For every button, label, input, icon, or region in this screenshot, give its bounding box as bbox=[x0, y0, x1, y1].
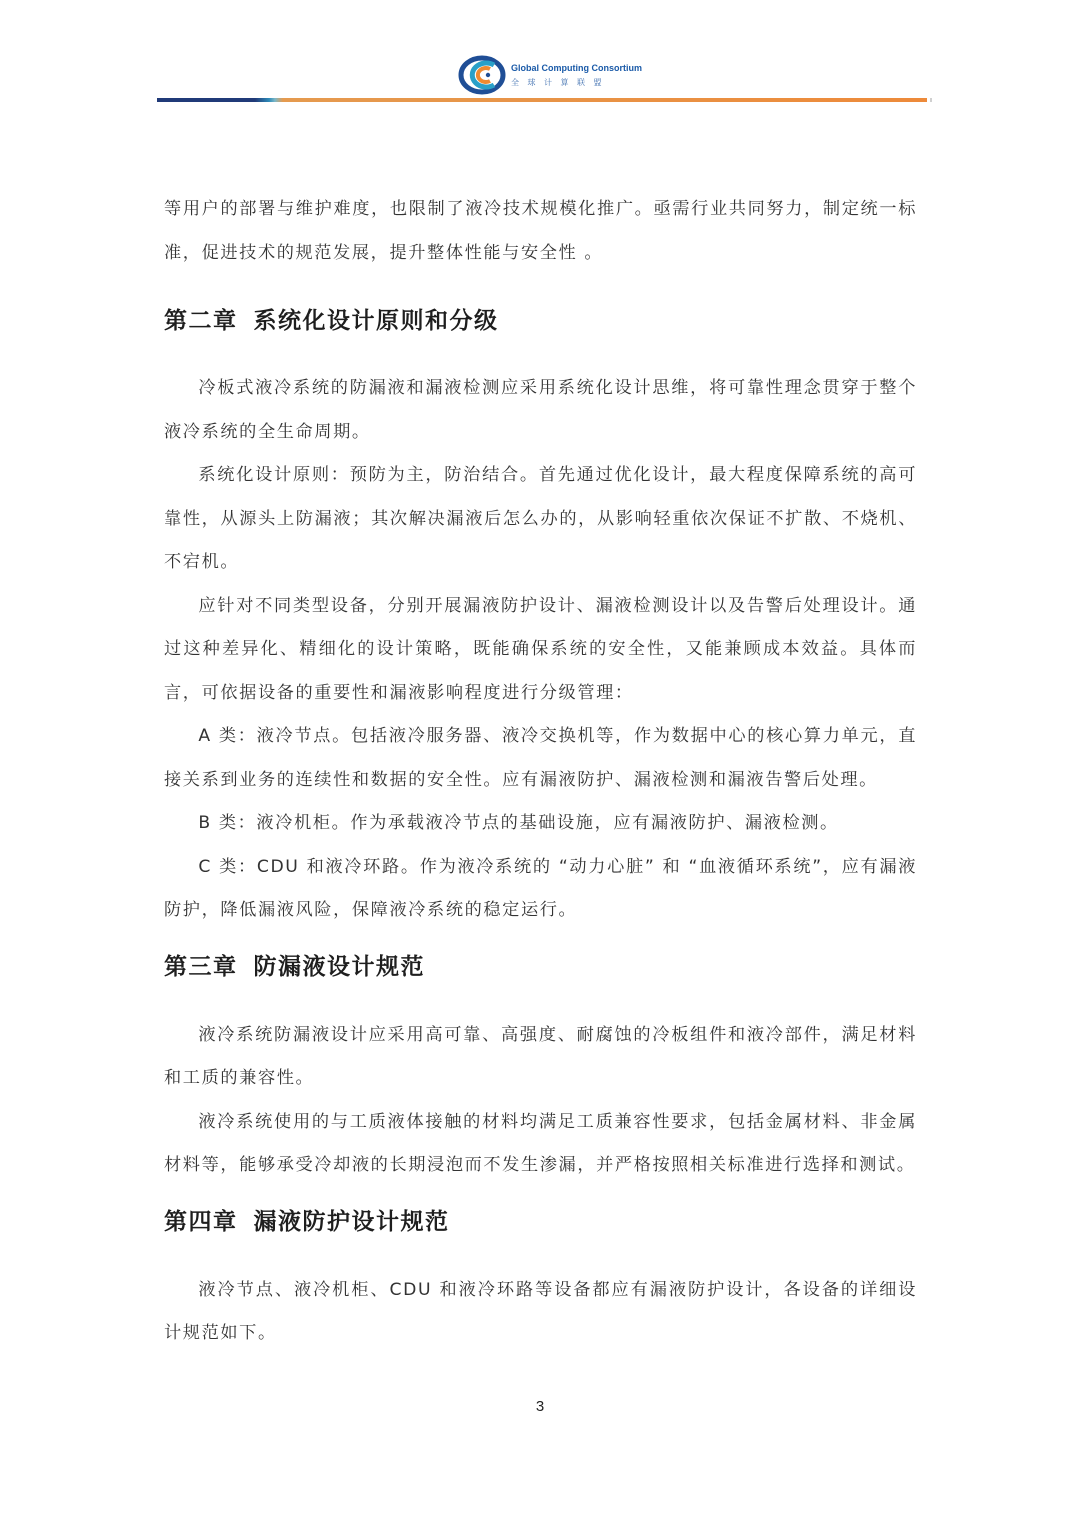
header-divider-tail bbox=[930, 98, 932, 102]
logo-text-chinese: 全球计算联盟 bbox=[511, 78, 610, 87]
chapter-4-number: 第四章 bbox=[164, 1208, 238, 1235]
chapter-4-paragraph: 液冷节点、液冷机柜、CDU 和液冷环路等设备都应有漏液防护设计，各设备的详细设计规范如下。 bbox=[164, 1279, 917, 1343]
chapter-2-title: 系统化设计原则和分级 bbox=[253, 308, 499, 334]
chapter-2-paragraph: C 类：CDU 和液冷环路。作为液冷系统的 “动力心脏” 和 “血液循环系统”，应有漏液防护，降低漏液风险，保障液冷系统的稳定运行。 bbox=[164, 856, 917, 920]
chapter-2-paragraph: 冷板式液冷系统的防漏液和漏液检测应采用系统化设计思维，将可靠性理念贯穿于整个液冷系统的全生命周期。 bbox=[164, 378, 917, 442]
chapter-2-number: 第二章 bbox=[164, 308, 238, 334]
chapter-3-paragraph: 液冷系统使用的与工质液体接触的材料均满足工质兼容性要求，包括金属材料、非金属材料等，能够承受冷却液的长期浸泡而不发生渗漏，并严格按照相关标准进行选择和测试。 bbox=[164, 1111, 917, 1175]
logo-text-english: Global Computing Consortium bbox=[511, 63, 642, 73]
chapter-4-heading bbox=[164, 1200, 917, 1244]
chapter-2-heading bbox=[164, 299, 917, 343]
chapter-3-paragraph: 液冷系统防漏液设计应采用高可靠、高强度、耐腐蚀的冷板组件和液冷部件，满足材料和工质的兼容性。 bbox=[164, 1024, 917, 1088]
chapter-2-paragraph: A 类：液冷节点。包括液冷服务器、液冷交换机等，作为数据中心的核心算力单元，直接关系到业务的连续性和数据的安全性。应有漏液防护、漏液检测和漏液告警后处理。 bbox=[164, 726, 917, 790]
page-header bbox=[0, 0, 1080, 110]
chapter-3-title: 防漏液设计规范 bbox=[253, 953, 425, 980]
chapter-3-number: 第三章 bbox=[164, 953, 238, 980]
global-computing-consortium-logo bbox=[458, 55, 508, 95]
intro-paragraph: 等用户的部署与维护难度，也限制了液冷技术规模化推广。亟需行业共同努力，制定统一标准，促进技术的规范发展，提升整体性能与安全性 。 bbox=[164, 199, 917, 263]
chapter-3-heading bbox=[164, 945, 917, 989]
chapter-2-paragraph: 系统化设计原则：预防为主，防治结合。首先通过优化设计，最大程度保障系统的高可靠性，从源头上防漏液；其次解决漏液后怎么办的，从影响轻重依次保证不扩散、不烧机、不宕机。 bbox=[164, 465, 917, 572]
page-body bbox=[164, 188, 917, 1356]
header-divider-bar bbox=[157, 98, 927, 102]
chapter-2-paragraph: 应针对不同类型设备，分别开展漏液防护设计、漏液检测设计以及告警后处理设计。通过这种差异化、精细化的设计策略，既能确保系统的安全性，又能兼顾成本效益。具体而言，可依据设备的重要性和漏液影响程度进行分级管理： bbox=[164, 595, 917, 703]
chapter-2-paragraph: B 类：液冷机柜。作为承载液冷节点的基础设施，应有漏液防护、漏液检测。 bbox=[198, 813, 839, 833]
page-number: 3 bbox=[535, 1398, 545, 1415]
chapter-4-title: 漏液防护设计规范 bbox=[253, 1208, 450, 1235]
